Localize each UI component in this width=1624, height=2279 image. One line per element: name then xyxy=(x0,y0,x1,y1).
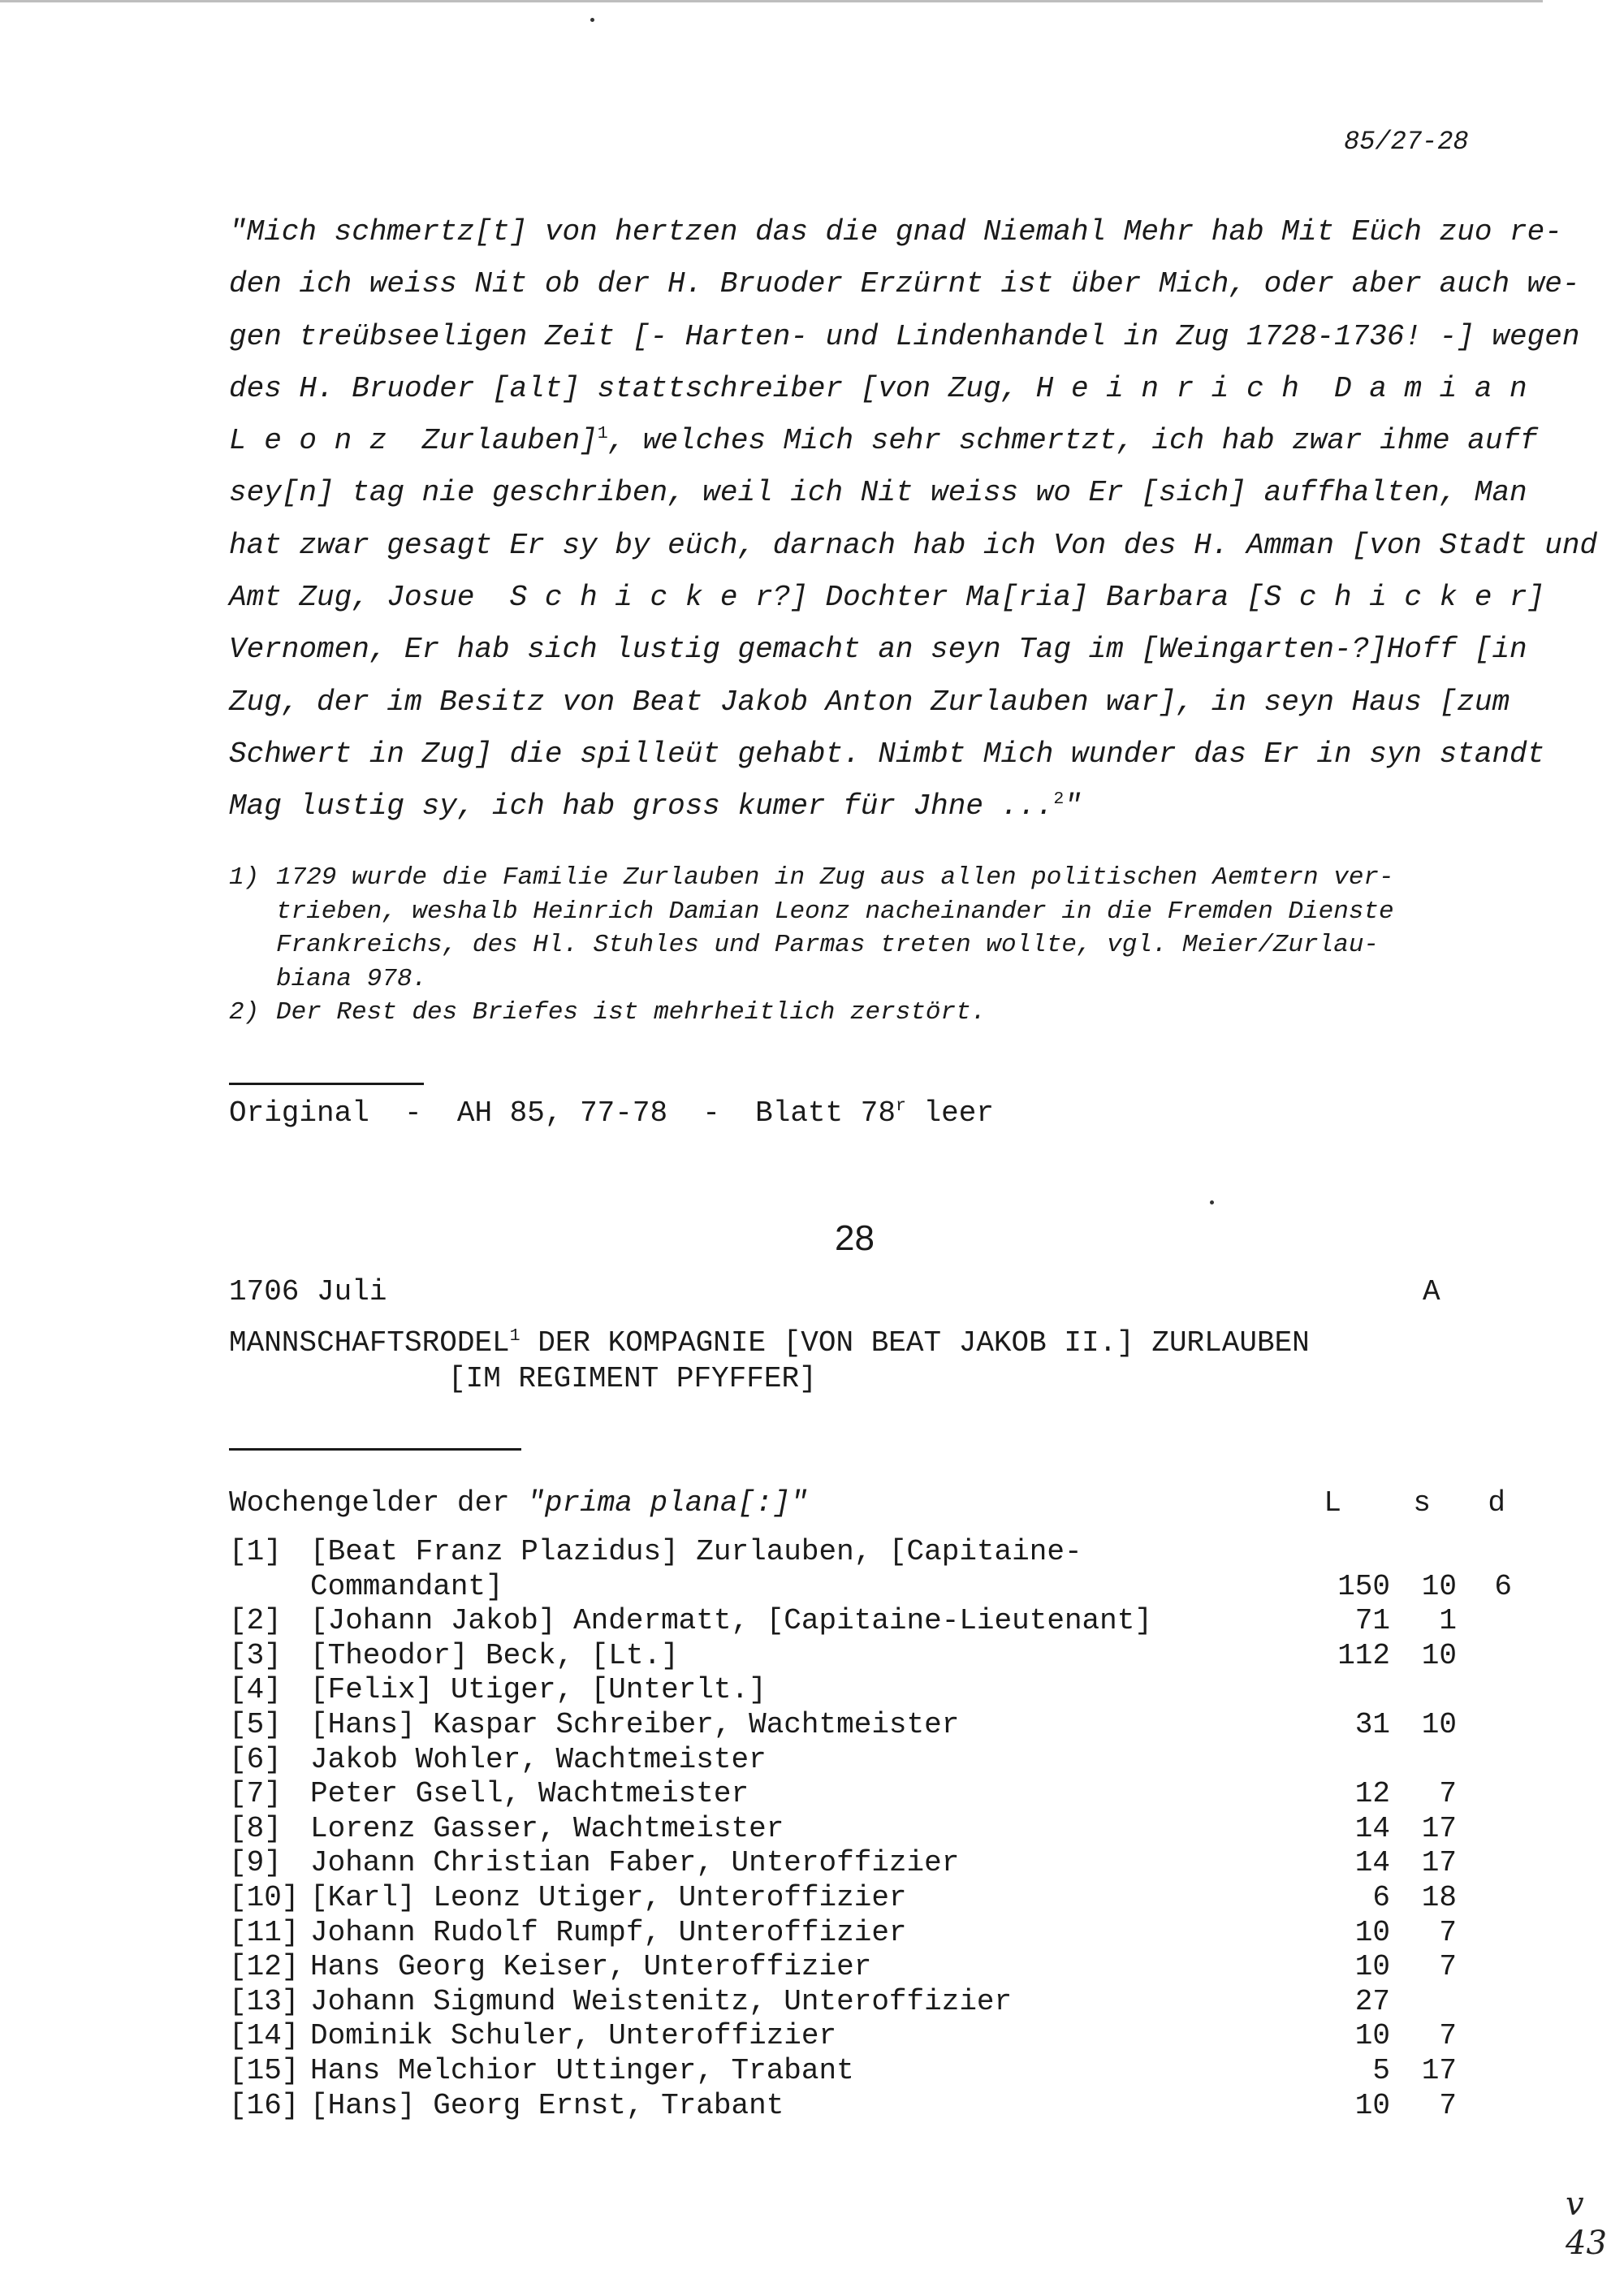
footnote-ref: 1 xyxy=(509,1326,520,1346)
row-value-L: 10 xyxy=(1354,2088,1390,2122)
source-text: Original - AH 85, 77-78 - Blatt 78 xyxy=(229,1096,896,1130)
row-value-L: 10 xyxy=(1354,1950,1390,1984)
quote-line: "Mich schmertz[t] von hertzen das die gnad Niemahl Mehr hab Mit Eüch zuo re- xyxy=(229,215,1562,249)
row-value-L: 31 xyxy=(1354,1707,1390,1741)
handwritten-check: v xyxy=(1566,2186,1584,2223)
row-value-L: 150 xyxy=(1337,1569,1390,1603)
footnote-number: 2) xyxy=(229,998,260,1027)
quote-text: , welches Mich sehr schmertzt, ich hab zwar ihme auff xyxy=(607,424,1538,458)
footnote-line: biana 978. xyxy=(276,964,428,993)
row-name: [Hans] Georg Ernst, Trabant xyxy=(310,2088,784,2122)
quote-line xyxy=(229,781,1528,832)
row-index: [10] xyxy=(229,1880,300,1914)
table-row xyxy=(229,1985,1528,2020)
footnotes xyxy=(229,861,1528,1030)
footnote-ref: 2 xyxy=(1053,789,1065,810)
quote-line: gen treübseeligen Zeit [- Harten- und Lindenhandel in Zug 1728-1736! -] wegen xyxy=(229,319,1580,353)
column-header-s: s xyxy=(1413,1486,1431,1520)
row-index: [5] xyxy=(229,1707,282,1741)
row-value-L: 112 xyxy=(1337,1638,1390,1672)
scan-edge-line xyxy=(0,0,1543,2)
table-row xyxy=(229,1881,1528,1916)
title-line xyxy=(229,1325,1310,1361)
table-row xyxy=(229,1639,1528,1674)
row-name: [Johann Jakob] Andermatt, [Capitaine-Lieutenant] xyxy=(310,1604,1152,1638)
row-name: Johann Sigmund Weistenitz, Unteroffizier xyxy=(310,1984,1013,2018)
table-row xyxy=(229,1777,1528,1812)
row-name: [Theodor] Beck, [Lt.] xyxy=(310,1638,679,1672)
page-number: 85/27-28 xyxy=(1344,127,1469,157)
row-value-L: 6 xyxy=(1372,1880,1390,1914)
scan-speck xyxy=(590,18,594,22)
row-name: Johann Christian Faber, Unteroffizier xyxy=(310,1846,960,1880)
roster-table xyxy=(229,1535,1528,2123)
row-name: Johann Rudolf Rumpf, Unteroffizier xyxy=(310,1915,907,1949)
row-value-s: 1 xyxy=(1439,1604,1457,1638)
divider-rule xyxy=(229,1448,521,1451)
title-text: DER KOMPAGNIE [VON BEAT JAKOB II.] ZURLAUBEN xyxy=(520,1326,1310,1360)
row-value-s: 17 xyxy=(1421,1811,1457,1845)
scan-speck xyxy=(1210,1200,1214,1204)
row-value-s: 7 xyxy=(1439,1950,1457,1984)
document-number: 28 xyxy=(835,1218,875,1258)
letter-quote xyxy=(229,206,1598,833)
table-header-label: Wochengelder der xyxy=(229,1486,528,1520)
row-name: [Karl] Leonz Utiger, Unteroffizier xyxy=(310,1880,907,1914)
handwritten-number: 43 xyxy=(1566,2225,1607,2262)
footnote-ref: 1 xyxy=(597,424,608,444)
row-value-L: 10 xyxy=(1354,1915,1390,1949)
table-row xyxy=(229,1743,1528,1778)
row-index: [16] xyxy=(229,2088,300,2122)
quote-line: hat zwar gesagt Er sy by eüch, darnach hab ich Von des H. Amman [von Stadt und xyxy=(229,528,1598,562)
row-name: Dominik Schuler, Unteroffizier xyxy=(310,2019,837,2053)
row-value-s: 10 xyxy=(1421,1569,1457,1603)
column-header-L: L xyxy=(1324,1486,1341,1520)
table-row xyxy=(229,1673,1528,1708)
row-index: [11] xyxy=(229,1915,300,1949)
divider-rule xyxy=(229,1083,424,1085)
quote-text: Mag lustig sy, ich hab gross kumer für Jhne ... xyxy=(229,789,1054,824)
document-letter: A xyxy=(1423,1275,1440,1308)
handwritten-annotation xyxy=(1566,2185,1607,2263)
row-value-L: 27 xyxy=(1354,1984,1390,2018)
row-index: [13] xyxy=(229,1984,300,2018)
footnote-line: Der Rest des Briefes ist mehrheitlich zerstört. xyxy=(276,998,987,1027)
footnote-number: 1) xyxy=(229,863,260,892)
row-value-L: 10 xyxy=(1354,2019,1390,2053)
table-row xyxy=(229,1916,1528,1951)
quote-line: sey[n] tag nie geschriben, weil ich Nit weiss wo Er [sich] auffhalten, Man xyxy=(229,476,1527,510)
quote-line: den ich weiss Nit ob der H. Bruoder Erzürnt ist über Mich, oder aber auch we- xyxy=(229,267,1580,301)
row-value-s: 18 xyxy=(1421,1880,1457,1914)
row-value-L: 71 xyxy=(1354,1604,1390,1638)
table-header xyxy=(229,1486,1505,1520)
quote-line: Vernomen, Er hab sich lustig gemacht an seyn Tag im [Weingarten-?]Hoff [in xyxy=(229,633,1527,667)
table-row xyxy=(229,2054,1528,2089)
quote-text: L e o n z Zurlauben] xyxy=(229,424,598,458)
row-index: [15] xyxy=(229,2053,300,2087)
column-header-d: d xyxy=(1488,1486,1505,1520)
row-value-s: 7 xyxy=(1439,2088,1457,2122)
title-text: MANNSCHAFTSRODEL xyxy=(229,1326,510,1360)
row-name: Jakob Wohler, Wachtmeister xyxy=(310,1742,767,1776)
row-value-s: 17 xyxy=(1421,1846,1457,1880)
table-row xyxy=(229,1950,1528,1985)
table-row xyxy=(229,2089,1528,2124)
table-row xyxy=(229,1846,1528,1881)
footnote xyxy=(229,861,1528,996)
footnote-line: Frankreichs, des Hl. Stuhles und Parmas treten wollte, vgl. Meier/Zurlau- xyxy=(276,931,1380,959)
source-reference xyxy=(229,1096,994,1130)
row-index: [8] xyxy=(229,1811,282,1845)
row-value-L: 14 xyxy=(1354,1846,1390,1880)
row-name: Peter Gsell, Wachtmeister xyxy=(310,1777,749,1811)
row-name: [Beat Franz Plazidus] Zurlauben, [Capitaine- xyxy=(310,1535,1082,1568)
document-date: 1706 Juli xyxy=(229,1275,387,1308)
row-value-d: 6 xyxy=(1494,1569,1512,1603)
row-value-s: 10 xyxy=(1421,1638,1457,1672)
table-header-label-italic: "prima plana[:]" xyxy=(527,1486,808,1520)
quote-line xyxy=(229,415,1538,467)
row-index: [7] xyxy=(229,1777,282,1811)
row-value-s: 17 xyxy=(1421,2053,1457,2087)
table-row xyxy=(229,1812,1528,1847)
footnote-line: 1729 wurde die Familie Zurlauben in Zug aus allen politischen Aemtern ver- xyxy=(276,863,1394,892)
row-value-s: 10 xyxy=(1421,1707,1457,1741)
row-value-L: 5 xyxy=(1372,2053,1390,2087)
row-index: [1] xyxy=(229,1535,282,1568)
quote-line: Amt Zug, Josue S c h i c k e r?] Dochter Ma[ria] Barbara [S c h i c k e r] xyxy=(229,581,1545,615)
row-value-s: 7 xyxy=(1439,1915,1457,1949)
row-value-L: 14 xyxy=(1354,1811,1390,1845)
quote-text: " xyxy=(1064,789,1082,824)
footnote-line: trieben, weshalb Heinrich Damian Leonz nacheinander in die Fremden Dienste xyxy=(276,897,1394,926)
row-name: Hans Georg Keiser, Unteroffizier xyxy=(310,1950,872,1984)
source-text: leer xyxy=(905,1096,994,1130)
row-index: [12] xyxy=(229,1950,300,1984)
table-row xyxy=(229,2019,1528,2054)
table-row xyxy=(229,1570,1528,1605)
row-index: [4] xyxy=(229,1673,282,1707)
row-index: [6] xyxy=(229,1742,282,1776)
row-name: [Felix] Utiger, [Unterlt.] xyxy=(310,1673,767,1707)
quote-line: des H. Bruoder [alt] stattschreiber [von Zug, H e i n r i c h D a m i a n xyxy=(229,371,1527,405)
row-value-s: 7 xyxy=(1439,2019,1457,2053)
row-value-L: 12 xyxy=(1354,1777,1390,1811)
title-line: [IM REGIMENT PFYFFER] xyxy=(448,1362,817,1395)
row-index: [2] xyxy=(229,1604,282,1638)
table-row xyxy=(229,1604,1528,1639)
table-row xyxy=(229,1708,1528,1743)
row-name: Commandant] xyxy=(310,1569,503,1603)
quote-line: Zug, der im Besitz von Beat Jakob Anton Zurlauben war], in seyn Haus [zum xyxy=(229,685,1510,719)
footnote xyxy=(229,996,1528,1030)
recto-mark: r xyxy=(895,1096,906,1116)
row-index: [14] xyxy=(229,2019,300,2053)
quote-line: Schwert in Zug] die spilleüt gehabt. Nimbt Mich wunder das Er in syn standt xyxy=(229,737,1545,771)
row-index: [3] xyxy=(229,1638,282,1672)
row-index: [9] xyxy=(229,1846,282,1880)
table-row xyxy=(229,1535,1528,1570)
row-name: Lorenz Gasser, Wachtmeister xyxy=(310,1811,784,1845)
row-name: [Hans] Kaspar Schreiber, Wachtmeister xyxy=(310,1707,960,1741)
row-value-s: 7 xyxy=(1439,1777,1457,1811)
row-name: Hans Melchior Uttinger, Trabant xyxy=(310,2053,854,2087)
document-title xyxy=(229,1325,1310,1397)
